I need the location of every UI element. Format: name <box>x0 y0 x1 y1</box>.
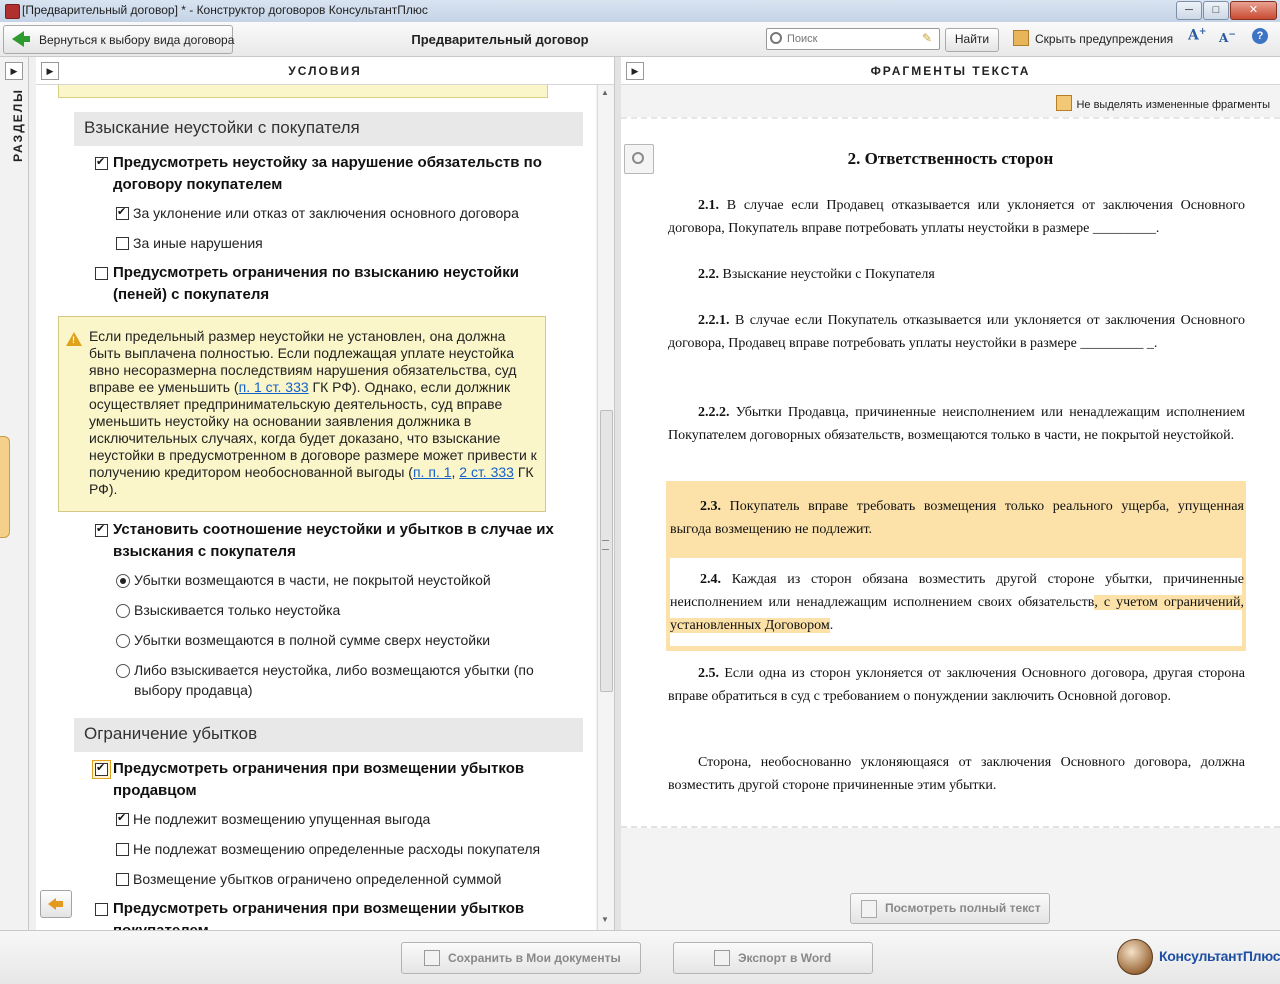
radio-label-penalty-only[interactable]: Взыскивается только неустойка <box>134 602 341 618</box>
checkbox-penalty-losses-ratio[interactable] <box>95 524 108 537</box>
checkbox-other-violations[interactable] <box>116 237 129 250</box>
clipped-option-container <box>36 895 596 930</box>
export-to-word-button[interactable] <box>673 942 873 974</box>
prev-section-button[interactable] <box>40 890 72 918</box>
warning-box <box>58 316 546 512</box>
para-number: 2.3. <box>700 499 721 514</box>
document-preview <box>621 117 1280 829</box>
paragraph-2-3 <box>670 495 1244 541</box>
checkbox-penalty-buyer[interactable] <box>95 157 108 170</box>
fragments-header <box>621 57 1280 85</box>
section-heading-losses: Ограничение убытков <box>74 718 583 752</box>
option-buyer-losses-limits[interactable]: Предусмотреть ограничения при возмещении убытков <box>113 900 525 917</box>
consultantplus-logo-icon <box>1117 939 1153 975</box>
scrollbar-grip <box>602 540 609 550</box>
checkbox-refusal[interactable] <box>116 207 129 220</box>
section-heading-penalty: Взыскание неустойки с покупателя <box>74 112 583 146</box>
search-icon <box>770 32 782 44</box>
full-text-icon <box>861 900 877 918</box>
window-title-bar <box>0 0 1280 23</box>
minimize-button[interactable]: ─ <box>1176 1 1202 20</box>
warning-text-part: ГК РФ). <box>89 464 534 497</box>
link-pp1[interactable]: п. п. 1 <box>412 464 452 480</box>
save-to-my-documents-button[interactable] <box>401 942 641 974</box>
fragments-title: ФРАГМЕНТЫ ТЕКСТА <box>870 64 1031 78</box>
paragraph-final <box>668 751 1245 797</box>
para-text: Сторона, необоснованно уклоняющаяся от заключения Основного договора, должна возместить другой стороне причиненные этим убытки. <box>668 755 1245 793</box>
warning-text-part: , <box>451 464 460 480</box>
previous-warning-box <box>58 85 548 98</box>
orange-back-arrow-icon-tail <box>55 901 63 907</box>
no-highlight-toggle[interactable] <box>1056 95 1270 111</box>
checkbox-buyer-expenses[interactable] <box>116 843 129 856</box>
para-text: В случае если Продавец отказывается или уклоняется от заключения Основного договора, Покупатель вправе потребовать уплаты неустойки в размере _________. <box>668 198 1245 236</box>
decrease-font-icon[interactable]: A− <box>1219 30 1236 45</box>
highlight-toggle-icon <box>1056 95 1072 111</box>
sections-tab-handle[interactable] <box>0 436 10 538</box>
scroll-up-icon[interactable]: ▲ <box>601 88 609 97</box>
paragraph-2-2 <box>668 263 1245 286</box>
word-icon <box>714 950 730 966</box>
conditions-header <box>36 57 614 85</box>
changed-text-highlight: , с учетом ограничений, установленных Договором <box>670 595 1245 633</box>
window-title: [Предварительный договор] * - Конструктор договоров КонсультантПлюс <box>22 3 428 17</box>
view-full-text-button[interactable] <box>850 893 1050 924</box>
maximize-button[interactable]: □ <box>1203 1 1229 20</box>
green-back-arrow-icon-tail <box>22 36 30 42</box>
warning-icon-mark: ! <box>72 335 75 345</box>
back-to-contract-type-button[interactable] <box>3 25 233 54</box>
sections-label[interactable]: РАЗДЕЛЫ <box>10 88 25 162</box>
radio-label-either[interactable]: Либо взыскивается неустойка, либо возмещаются убытки (по выбору продавца) <box>134 662 534 698</box>
option-penalty-limits[interactable]: Предусмотреть ограничения по взысканию неустойки (пеней) с покупателя <box>113 264 519 303</box>
doc-section-heading: 2. Ответственность сторон <box>847 149 1054 168</box>
back-button-label: Вернуться к выбору вида договора <box>39 33 235 47</box>
checkbox-buyer-losses-limits[interactable] <box>95 903 108 916</box>
radio-losses-partial[interactable] <box>116 574 130 588</box>
page-edge-divider <box>621 826 1280 832</box>
paragraph-2-2-2 <box>668 401 1245 447</box>
expand-conditions-button[interactable]: ▶ <box>41 62 59 80</box>
checkbox-lost-profit[interactable] <box>116 813 129 826</box>
option-penalty-losses-ratio[interactable]: Установить соотношение неустойки и убытков в случае их взыскания с покупателя <box>113 521 554 560</box>
clear-search-icon[interactable]: ✎ <box>922 31 933 45</box>
para-text: Каждая из сторон обязана возместить другой стороне убытки, причиненные неисполнением или ненадлежащим исполнением своих обязательств <box>670 572 1244 610</box>
para-number: 2.2.2. <box>698 405 730 420</box>
warning-text <box>89 328 539 498</box>
checkbox-seller-losses-limits[interactable] <box>95 763 108 776</box>
warning-toggle-icon <box>1013 30 1029 46</box>
para-text: Если одна из сторон уклоняется от заключения Основного договора, другая сторона вправе обратиться в суд с требованием о понуждении заключить Основной договор. <box>668 666 1245 704</box>
para-number: 2.2.1. <box>698 313 730 328</box>
para-number: 2.4. <box>700 572 721 587</box>
option-buyer-expenses[interactable]: Не подлежат возмещению определенные расходы покупателя <box>133 841 541 857</box>
search-box[interactable] <box>766 28 940 50</box>
search-input[interactable] <box>785 30 919 48</box>
para-number: 2.5. <box>698 666 719 681</box>
para-number: 2.1. <box>698 198 719 213</box>
hide-warnings-button[interactable] <box>1013 30 1173 46</box>
scroll-down-icon[interactable]: ▼ <box>601 915 609 924</box>
document-title: Предварительный договор <box>411 32 589 47</box>
option-penalty-buyer[interactable]: Предусмотреть неустойку за нарушение обязательств по договору покупателем <box>113 154 542 193</box>
warning-text-part: Если предельный размер неустойки не установлен, она должна быть выплачена полностью. Если подлежащая уплате неустойка явно несоразмерна последствиям нарушения обязательства, суд вправе ее уменьшить ( <box>89 328 517 395</box>
checkbox-penalty-limits[interactable] <box>95 267 108 280</box>
find-button[interactable]: Найти <box>945 28 999 52</box>
help-icon[interactable]: ? <box>1252 28 1268 44</box>
fragments-subbar <box>621 85 1280 117</box>
save-label: Сохранить в Мои документы <box>448 951 621 965</box>
scrollbar-thumb[interactable] <box>600 410 613 692</box>
export-label: Экспорт в Word <box>738 951 832 965</box>
view-full-text-label: Посмотреть полный текст <box>885 901 1041 915</box>
warning-text-part: ГК РФ). Однако, если должник осуществляет предпринимательскую деятельность, суд вправе уменьшить неустойку на основании заявления должника в исключительных случаях, когда будет доказано, что взыскание неустойки в предусмотренном в договоре размере может привести к получению кредитором необоснованной выгоды ( <box>89 379 537 480</box>
option-refusal[interactable]: За уклонение или отказ от заключения основного договора <box>133 205 519 221</box>
link-article-333-p1[interactable]: п. 1 ст. 333 <box>238 379 309 395</box>
para-text: Убытки Продавца, причиненные неисполнением или ненадлежащим исполнением Покупателем договорных обязательств, возмещаются только в части, не покрытой неустойкой. <box>668 405 1245 443</box>
option-lost-profit[interactable]: Не подлежит возмещению упущенная выгода <box>133 811 431 827</box>
expand-fragments-button[interactable]: ▶ <box>626 62 644 80</box>
paragraph-2-4 <box>670 568 1244 637</box>
option-other-violations[interactable]: За иные нарушения <box>133 235 263 251</box>
conditions-title: УСЛОВИЯ <box>288 64 362 78</box>
app-icon <box>5 4 20 19</box>
radio-losses-full[interactable] <box>116 634 130 648</box>
paragraph-2-2-1 <box>668 309 1245 355</box>
para-text: Покупатель вправе требовать возмещения только реального ущерба, упущенная выгода возмещению не подлежит. <box>670 499 1244 537</box>
radio-either[interactable] <box>116 664 130 678</box>
radio-penalty-only[interactable] <box>116 604 130 618</box>
expand-sections-button[interactable]: ▶ <box>5 62 23 80</box>
paragraph-2-1 <box>668 194 1245 240</box>
consultantplus-logo-text: КонсультантПлюс <box>1159 948 1280 964</box>
radio-label-losses-full[interactable]: Убытки возмещаются в полной сумме сверх неустойки <box>134 632 491 648</box>
close-button[interactable]: ✕ <box>1230 1 1277 20</box>
bottom-bar <box>0 930 1280 984</box>
paragraph-2-5 <box>668 662 1245 708</box>
radio-label-losses-partial[interactable]: Убытки возмещаются в части, не покрытой неустойкой <box>134 572 491 588</box>
para-text: . <box>829 618 834 633</box>
link-article-333-p2[interactable]: 2 ст. 333 <box>459 464 514 480</box>
option-amount-limit[interactable]: Возмещение убытков ограничено определенной суммой <box>133 871 502 887</box>
para-text: Взыскание неустойки с Покупателя <box>719 267 935 282</box>
hide-warnings-label: Скрыть предупреждения <box>1035 32 1174 46</box>
increase-font-icon[interactable]: A+ <box>1188 27 1207 44</box>
option-seller-losses-limits[interactable]: Предусмотреть ограничения при возмещении убытков продавцом <box>113 760 525 799</box>
save-disk-icon <box>424 950 440 966</box>
checkbox-amount-limit[interactable] <box>116 873 129 886</box>
conditions-scrollbar[interactable] <box>597 85 614 930</box>
no-highlight-label: Не выделять измененные фрагменты <box>1076 99 1270 111</box>
para-text: В случае если Покупатель отказывается или уклоняется от заключения Основного договора, Продавец вправе потребовать уплаты неустойки в размере _________ _. <box>668 313 1245 351</box>
para-number: 2.2. <box>698 267 719 282</box>
